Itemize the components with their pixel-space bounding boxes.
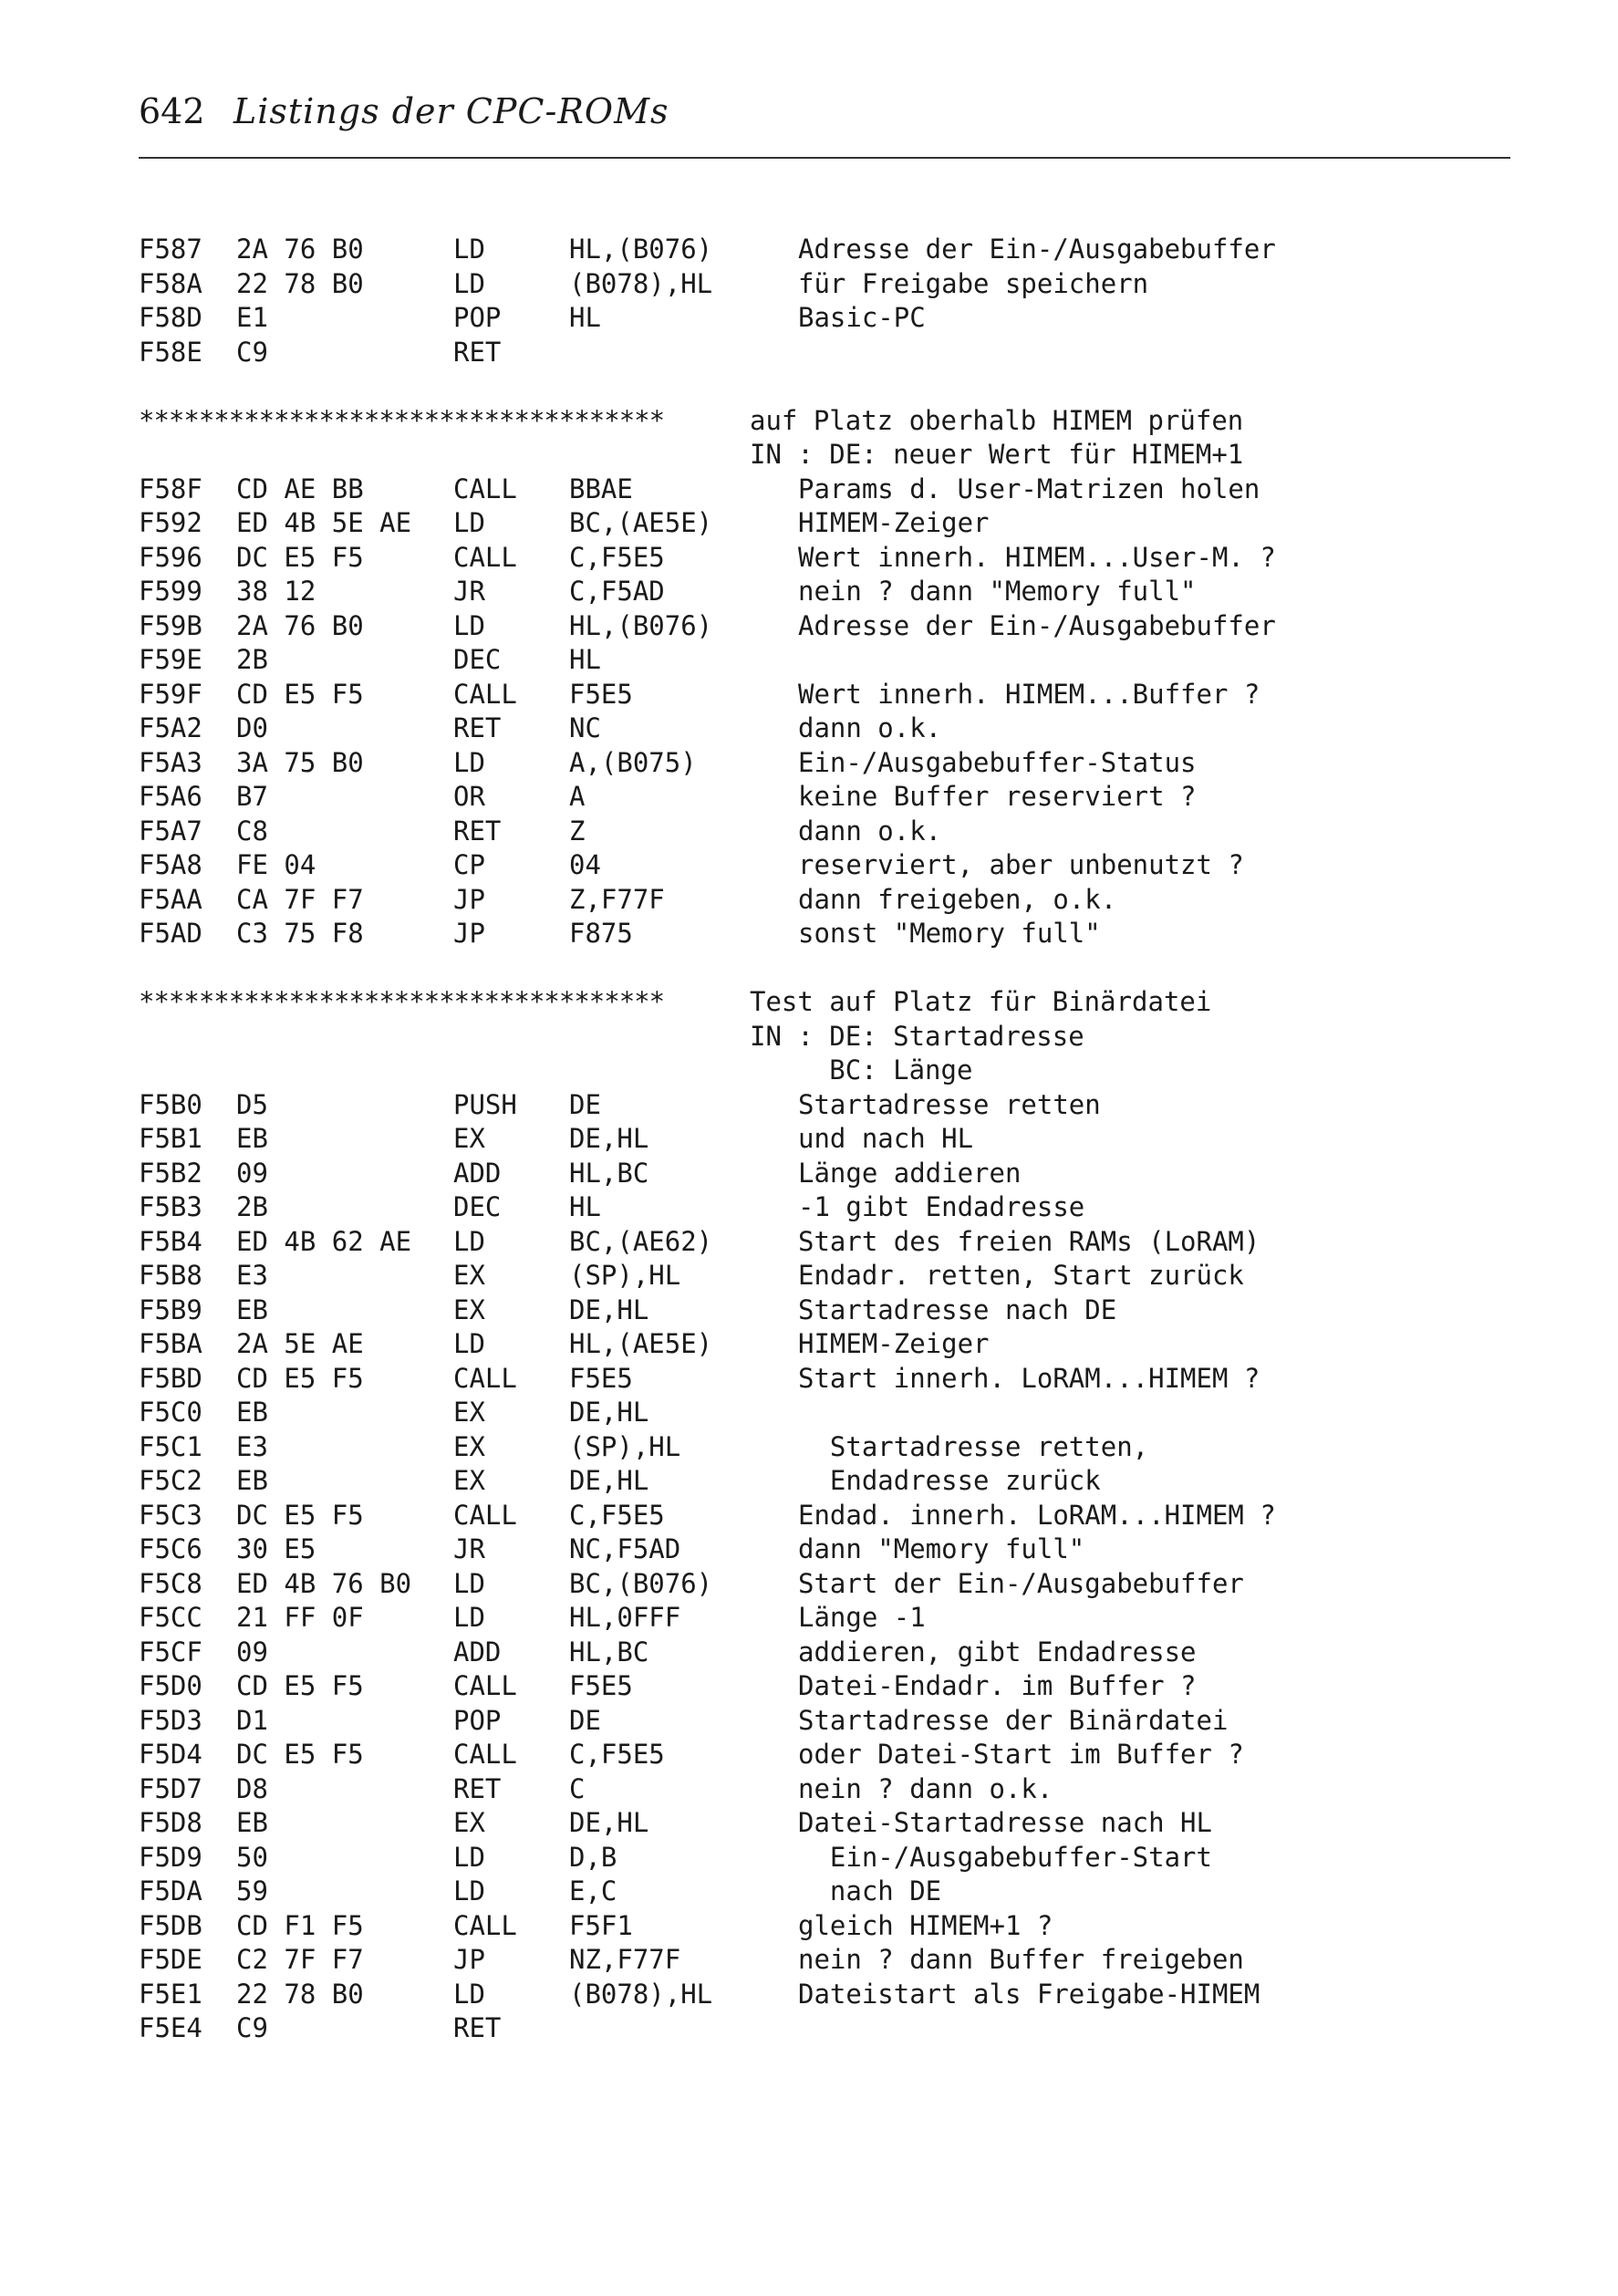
operand: HL (569, 302, 601, 333)
comment: HIMEM-Zeiger (798, 1328, 990, 1359)
comment: Ein-/Ausgabebuffer-Start (798, 1841, 1212, 1873)
opcode-bytes: FE 04 (236, 849, 316, 880)
opcode-bytes: 2A 5E AE (236, 1328, 364, 1359)
mnemonic: LD (453, 1328, 485, 1359)
opcode-bytes: 30 E5 (236, 1533, 316, 1564)
opcode-bytes: C9 (236, 2012, 268, 2043)
operand: C,F5E5 (569, 541, 665, 573)
operand: BC,(AE5E) (569, 507, 713, 538)
section-heading-row (139, 1020, 1507, 1054)
comment: Endad. innerh. LoRAM...HIMEM ? (798, 1499, 1276, 1531)
page-header (139, 91, 1510, 146)
operand: HL,(AE5E) (569, 1328, 713, 1359)
listing-row (139, 1122, 1507, 1157)
mnemonic: CALL (453, 1362, 517, 1394)
comment: addieren, gibt Endadresse (798, 1636, 1197, 1667)
address: F5B3 (139, 1191, 202, 1222)
address: F599 (139, 576, 202, 607)
address: F5B8 (139, 1260, 202, 1291)
section-heading: IN : DE: Startadresse (750, 1020, 1084, 1052)
comment: für Freigabe speichern (798, 267, 1149, 299)
listing-row (139, 609, 1507, 644)
opcode-bytes: EB (236, 1397, 268, 1428)
mnemonic: EX (453, 1430, 485, 1462)
opcode-bytes: CA 7F F7 (236, 883, 364, 915)
operand: DE (569, 1088, 601, 1120)
address: F5B2 (139, 1157, 202, 1189)
listing-row (139, 301, 1507, 336)
operand: F5E5 (569, 1362, 633, 1394)
opcode-bytes: CD E5 F5 (236, 1362, 364, 1394)
operand: DE (569, 1704, 601, 1736)
mnemonic: JR (453, 576, 485, 607)
mnemonic: DEC (453, 1191, 502, 1222)
mnemonic: JP (453, 1944, 485, 1975)
address: F58A (139, 267, 202, 299)
operand: DE,HL (569, 1397, 649, 1428)
listing-row (139, 1909, 1507, 1944)
opcode-bytes: CD E5 F5 (236, 678, 364, 710)
opcode-bytes: 50 (236, 1841, 268, 1873)
listing-row (139, 1327, 1507, 1362)
address: F5DE (139, 1944, 202, 1975)
opcode-bytes: CD F1 F5 (236, 1909, 364, 1941)
section-heading-row (139, 1054, 1507, 1088)
opcode-bytes: 38 12 (236, 576, 316, 607)
address: F5D4 (139, 1739, 202, 1770)
mnemonic: CALL (453, 1739, 517, 1770)
comment: Wert innerh. HIMEM...User-M. ? (798, 541, 1276, 573)
section-heading-row (139, 404, 1507, 439)
comment: reserviert, aber unbenutzt ? (798, 849, 1244, 880)
operand: (B078),HL (569, 267, 713, 299)
operand: C,F5E5 (569, 1739, 665, 1770)
operand: HL,BC (569, 1157, 649, 1189)
mnemonic: LD (453, 1875, 485, 1906)
comment: Start des freien RAMs (LoRAM) (798, 1225, 1260, 1257)
opcode-bytes: ED 4B 5E AE (236, 507, 412, 538)
comment: sonst "Memory full" (798, 918, 1101, 949)
comment: nein ? dann "Memory full" (798, 576, 1197, 607)
section-heading-row (139, 985, 1507, 1020)
operand: BBAE (569, 473, 633, 504)
operand: BC,(B076) (569, 1567, 713, 1599)
listing-row (139, 1532, 1507, 1567)
address: F592 (139, 507, 202, 538)
mnemonic: RET (453, 712, 502, 743)
comment: gleich HIMEM+1 ? (798, 1909, 1053, 1941)
address: F5C6 (139, 1533, 202, 1564)
listing-row (139, 1396, 1507, 1430)
header-rule (139, 157, 1510, 159)
comment: Startadresse retten, (798, 1430, 1149, 1462)
address: F5D0 (139, 1670, 202, 1701)
mnemonic: JP (453, 918, 485, 949)
listing-row (139, 336, 1507, 370)
mnemonic: POP (453, 1704, 502, 1736)
mnemonic: PUSH (453, 1088, 517, 1120)
address: F5B1 (139, 1123, 202, 1154)
address: F5A6 (139, 781, 202, 812)
mnemonic: JP (453, 883, 485, 915)
mnemonic: RET (453, 2012, 502, 2043)
address: F5C0 (139, 1397, 202, 1428)
listing-row (139, 1636, 1507, 1670)
address: F5DA (139, 1875, 202, 1906)
comment: und nach HL (798, 1123, 974, 1154)
operand: DE,HL (569, 1293, 649, 1325)
operand: D,B (569, 1841, 617, 1873)
comment: Startadresse der Binärdatei (798, 1704, 1229, 1736)
comment: Basic-PC (798, 302, 926, 333)
opcode-bytes: 2A 76 B0 (236, 234, 364, 265)
opcode-bytes: ED 4B 62 AE (236, 1225, 412, 1257)
comment: Länge -1 (798, 1602, 926, 1633)
comment: dann o.k. (798, 815, 942, 847)
address: F5B9 (139, 1293, 202, 1325)
listing-row (139, 1978, 1507, 2012)
block-gap (139, 951, 1507, 986)
operand: C (569, 1772, 586, 1804)
mnemonic: LD (453, 1567, 485, 1599)
comment: nein ? dann o.k. (798, 1772, 1053, 1804)
section-heading: BC: Länge (750, 1054, 973, 1086)
comment: -1 gibt Endadresse (798, 1191, 1085, 1222)
opcode-bytes: E3 (236, 1260, 268, 1291)
listing-row (139, 746, 1507, 781)
operand: DE,HL (569, 1123, 649, 1154)
mnemonic: DEC (453, 644, 502, 675)
operand: BC,(AE62) (569, 1225, 713, 1257)
address: F58F (139, 473, 202, 504)
address: F59B (139, 609, 202, 641)
opcode-bytes: C2 7F F7 (236, 1944, 364, 1975)
comment: Datei-Endadr. im Buffer ? (798, 1670, 1197, 1701)
opcode-bytes: 3A 75 B0 (236, 746, 364, 778)
address: F5A8 (139, 849, 202, 880)
mnemonic: LD (453, 609, 485, 641)
listing-row (139, 473, 1507, 507)
operand: DE,HL (569, 1465, 649, 1496)
listing-row (139, 1430, 1507, 1465)
address: F5CF (139, 1636, 202, 1667)
operand: Z (569, 815, 586, 847)
address: F5C1 (139, 1430, 202, 1462)
operand: (B078),HL (569, 1978, 713, 2010)
address: F596 (139, 541, 202, 573)
listing-row (139, 1601, 1507, 1636)
operand: F875 (569, 918, 633, 949)
operand: HL (569, 1191, 601, 1222)
address: F58E (139, 336, 202, 368)
operand: HL (569, 644, 601, 675)
listing-row (139, 233, 1507, 267)
listing-row (139, 2011, 1507, 2046)
operand: HL,(B076) (569, 234, 713, 265)
listing-row (139, 506, 1507, 541)
operand: (SP),HL (569, 1430, 681, 1462)
listing-row (139, 1567, 1507, 1602)
listing-row (139, 883, 1507, 918)
mnemonic: LD (453, 1841, 485, 1873)
address: F5AD (139, 918, 202, 949)
address: F5B0 (139, 1088, 202, 1120)
comment: Adresse der Ein-/Ausgabebuffer (798, 609, 1276, 641)
listing-row (139, 541, 1507, 576)
comment: dann freigeben, o.k. (798, 883, 1117, 915)
operand: Z,F77F (569, 883, 665, 915)
listing-row (139, 1704, 1507, 1739)
opcode-bytes: E3 (236, 1430, 268, 1462)
address: F5E4 (139, 2012, 202, 2043)
section-heading: auf Platz oberhalb HIMEM prüfen (750, 404, 1244, 436)
opcode-bytes: EB (236, 1123, 268, 1154)
listing-row (139, 575, 1507, 609)
operand: F5F1 (569, 1909, 633, 1941)
page-number: 642 (139, 91, 205, 131)
opcode-bytes: D0 (236, 712, 268, 743)
opcode-bytes: CD AE BB (236, 473, 364, 504)
opcode-bytes: B7 (236, 781, 268, 812)
mnemonic: CALL (453, 678, 517, 710)
section-heading: IN : DE: neuer Wert für HIMEM+1 (750, 439, 1244, 470)
listing-row (139, 1225, 1507, 1260)
listing-row (139, 1669, 1507, 1704)
separator-stars: *********************************** (139, 404, 665, 436)
separator-stars: *********************************** (139, 986, 665, 1017)
comment: Ein-/Ausgabebuffer-Status (798, 746, 1197, 778)
opcode-bytes: E1 (236, 302, 268, 333)
opcode-bytes: D1 (236, 1704, 268, 1736)
operand: 04 (569, 849, 601, 880)
listing-row (139, 917, 1507, 951)
mnemonic: LD (453, 1225, 485, 1257)
opcode-bytes: C9 (236, 336, 268, 368)
opcode-bytes: 09 (236, 1636, 268, 1667)
listing-row (139, 267, 1507, 302)
mnemonic: CP (453, 849, 485, 880)
mnemonic: LD (453, 507, 485, 538)
listing-row (139, 1806, 1507, 1841)
address: F59E (139, 644, 202, 675)
operand: (SP),HL (569, 1260, 681, 1291)
address: F587 (139, 234, 202, 265)
listing-row (139, 1841, 1507, 1875)
address: F5A2 (139, 712, 202, 743)
mnemonic: RET (453, 815, 502, 847)
block-gap (139, 369, 1507, 404)
mnemonic: EX (453, 1465, 485, 1496)
listing-row (139, 848, 1507, 883)
mnemonic: OR (453, 781, 485, 812)
opcode-bytes: DC E5 F5 (236, 541, 364, 573)
assembly-listing (139, 233, 1507, 2046)
opcode-bytes: D8 (236, 1772, 268, 1804)
comment: keine Buffer reserviert ? (798, 781, 1197, 812)
address: F5BA (139, 1328, 202, 1359)
opcode-bytes: 59 (236, 1875, 268, 1906)
section-heading: Test auf Platz für Binärdatei (750, 986, 1212, 1017)
address: F5D3 (139, 1704, 202, 1736)
opcode-bytes: C8 (236, 815, 268, 847)
comment: Startadresse nach DE (798, 1293, 1117, 1325)
opcode-bytes: DC E5 F5 (236, 1499, 364, 1531)
comment: HIMEM-Zeiger (798, 507, 990, 538)
comment: Start innerh. LoRAM...HIMEM ? (798, 1362, 1260, 1394)
mnemonic: CALL (453, 1909, 517, 1941)
listing-row (139, 1499, 1507, 1533)
opcode-bytes: 21 FF 0F (236, 1602, 364, 1633)
listing-row (139, 1190, 1507, 1225)
comment: Start der Ein-/Ausgabebuffer (798, 1567, 1244, 1599)
address: F5BD (139, 1362, 202, 1394)
operand: C,F5AD (569, 576, 665, 607)
mnemonic: LD (453, 234, 485, 265)
operand: E,C (569, 1875, 617, 1906)
mnemonic: CALL (453, 1670, 517, 1701)
operand: HL,BC (569, 1636, 649, 1667)
comment: nein ? dann Buffer freigeben (798, 1944, 1244, 1975)
comment: nach DE (798, 1875, 942, 1906)
listing-row (139, 1772, 1507, 1807)
mnemonic: EX (453, 1397, 485, 1428)
mnemonic: CALL (453, 541, 517, 573)
listing-row (139, 712, 1507, 746)
mnemonic: EX (453, 1293, 485, 1325)
opcode-bytes: CD E5 F5 (236, 1670, 364, 1701)
listing-row (139, 1464, 1507, 1499)
comment: Endadr. retten, Start zurück (798, 1260, 1244, 1291)
opcode-bytes: ED 4B 76 B0 (236, 1567, 412, 1599)
comment: oder Datei-Start im Buffer ? (798, 1739, 1244, 1770)
address: F5CC (139, 1602, 202, 1633)
operand: A,(B075) (569, 746, 697, 778)
mnemonic: LD (453, 267, 485, 299)
opcode-bytes: 09 (236, 1157, 268, 1189)
address: F5D9 (139, 1841, 202, 1873)
address: F5DB (139, 1909, 202, 1941)
address: F5A7 (139, 815, 202, 847)
operand: C,F5E5 (569, 1499, 665, 1531)
mnemonic: LD (453, 1978, 485, 2010)
comment: Startadresse retten (798, 1088, 1101, 1120)
listing-row (139, 643, 1507, 678)
listing-row (139, 1259, 1507, 1293)
mnemonic: JR (453, 1533, 485, 1564)
operand: A (569, 781, 586, 812)
opcode-bytes: D5 (236, 1088, 268, 1120)
listing-row (139, 1088, 1507, 1123)
listing-row (139, 1293, 1507, 1328)
opcode-bytes: DC E5 F5 (236, 1739, 364, 1770)
listing-row (139, 1157, 1507, 1191)
address: F5D7 (139, 1772, 202, 1804)
operand: NZ,F77F (569, 1944, 681, 1975)
operand: HL,0FFF (569, 1602, 681, 1633)
operand: DE,HL (569, 1807, 649, 1838)
operand: HL,(B076) (569, 609, 713, 641)
opcode-bytes: 22 78 B0 (236, 1978, 364, 2010)
mnemonic: ADD (453, 1636, 502, 1667)
mnemonic: EX (453, 1807, 485, 1838)
comment: Adresse der Ein-/Ausgabebuffer (798, 234, 1276, 265)
section-heading-row (139, 438, 1507, 473)
comment: Params d. User-Matrizen holen (798, 473, 1260, 504)
mnemonic: EX (453, 1260, 485, 1291)
mnemonic: CALL (453, 1499, 517, 1531)
mnemonic: LD (453, 746, 485, 778)
comment: dann o.k. (798, 712, 942, 743)
opcode-bytes: EB (236, 1807, 268, 1838)
address: F5C3 (139, 1499, 202, 1531)
opcode-bytes: 2A 76 B0 (236, 609, 364, 641)
mnemonic: POP (453, 302, 502, 333)
operand: NC,F5AD (569, 1533, 681, 1564)
address: F5A3 (139, 746, 202, 778)
opcode-bytes: EB (236, 1465, 268, 1496)
address: F5AA (139, 883, 202, 915)
operand: F5E5 (569, 678, 633, 710)
mnemonic: CALL (453, 473, 517, 504)
listing-row (139, 815, 1507, 849)
listing-row (139, 1362, 1507, 1397)
address: F59F (139, 678, 202, 710)
operand: NC (569, 712, 601, 743)
opcode-bytes: 2B (236, 1191, 268, 1222)
operand: F5E5 (569, 1670, 633, 1701)
comment: Dateistart als Freigabe-HIMEM (798, 1978, 1260, 2010)
listing-row (139, 678, 1507, 712)
address: F5D8 (139, 1807, 202, 1838)
running-title: Listings der CPC-ROMs (233, 91, 669, 131)
comment: Länge addieren (798, 1157, 1022, 1189)
listing-row (139, 1943, 1507, 1978)
address: F5B4 (139, 1225, 202, 1257)
listing-row (139, 1738, 1507, 1772)
comment: Endadresse zurück (798, 1465, 1101, 1496)
comment: Datei-Startadresse nach HL (798, 1807, 1212, 1838)
address: F5E1 (139, 1978, 202, 2010)
opcode-bytes: C3 75 F8 (236, 918, 364, 949)
address: F58D (139, 302, 202, 333)
comment: dann "Memory full" (798, 1533, 1085, 1564)
opcode-bytes: 2B (236, 644, 268, 675)
mnemonic: EX (453, 1123, 485, 1154)
mnemonic: LD (453, 1602, 485, 1633)
opcode-bytes: 22 78 B0 (236, 267, 364, 299)
comment: Wert innerh. HIMEM...Buffer ? (798, 678, 1260, 710)
listing-row (139, 1875, 1507, 1909)
mnemonic: RET (453, 336, 502, 368)
address: F5C8 (139, 1567, 202, 1599)
address: F5C2 (139, 1465, 202, 1496)
mnemonic: ADD (453, 1157, 502, 1189)
mnemonic: RET (453, 1772, 502, 1804)
opcode-bytes: EB (236, 1293, 268, 1325)
listing-row (139, 780, 1507, 815)
